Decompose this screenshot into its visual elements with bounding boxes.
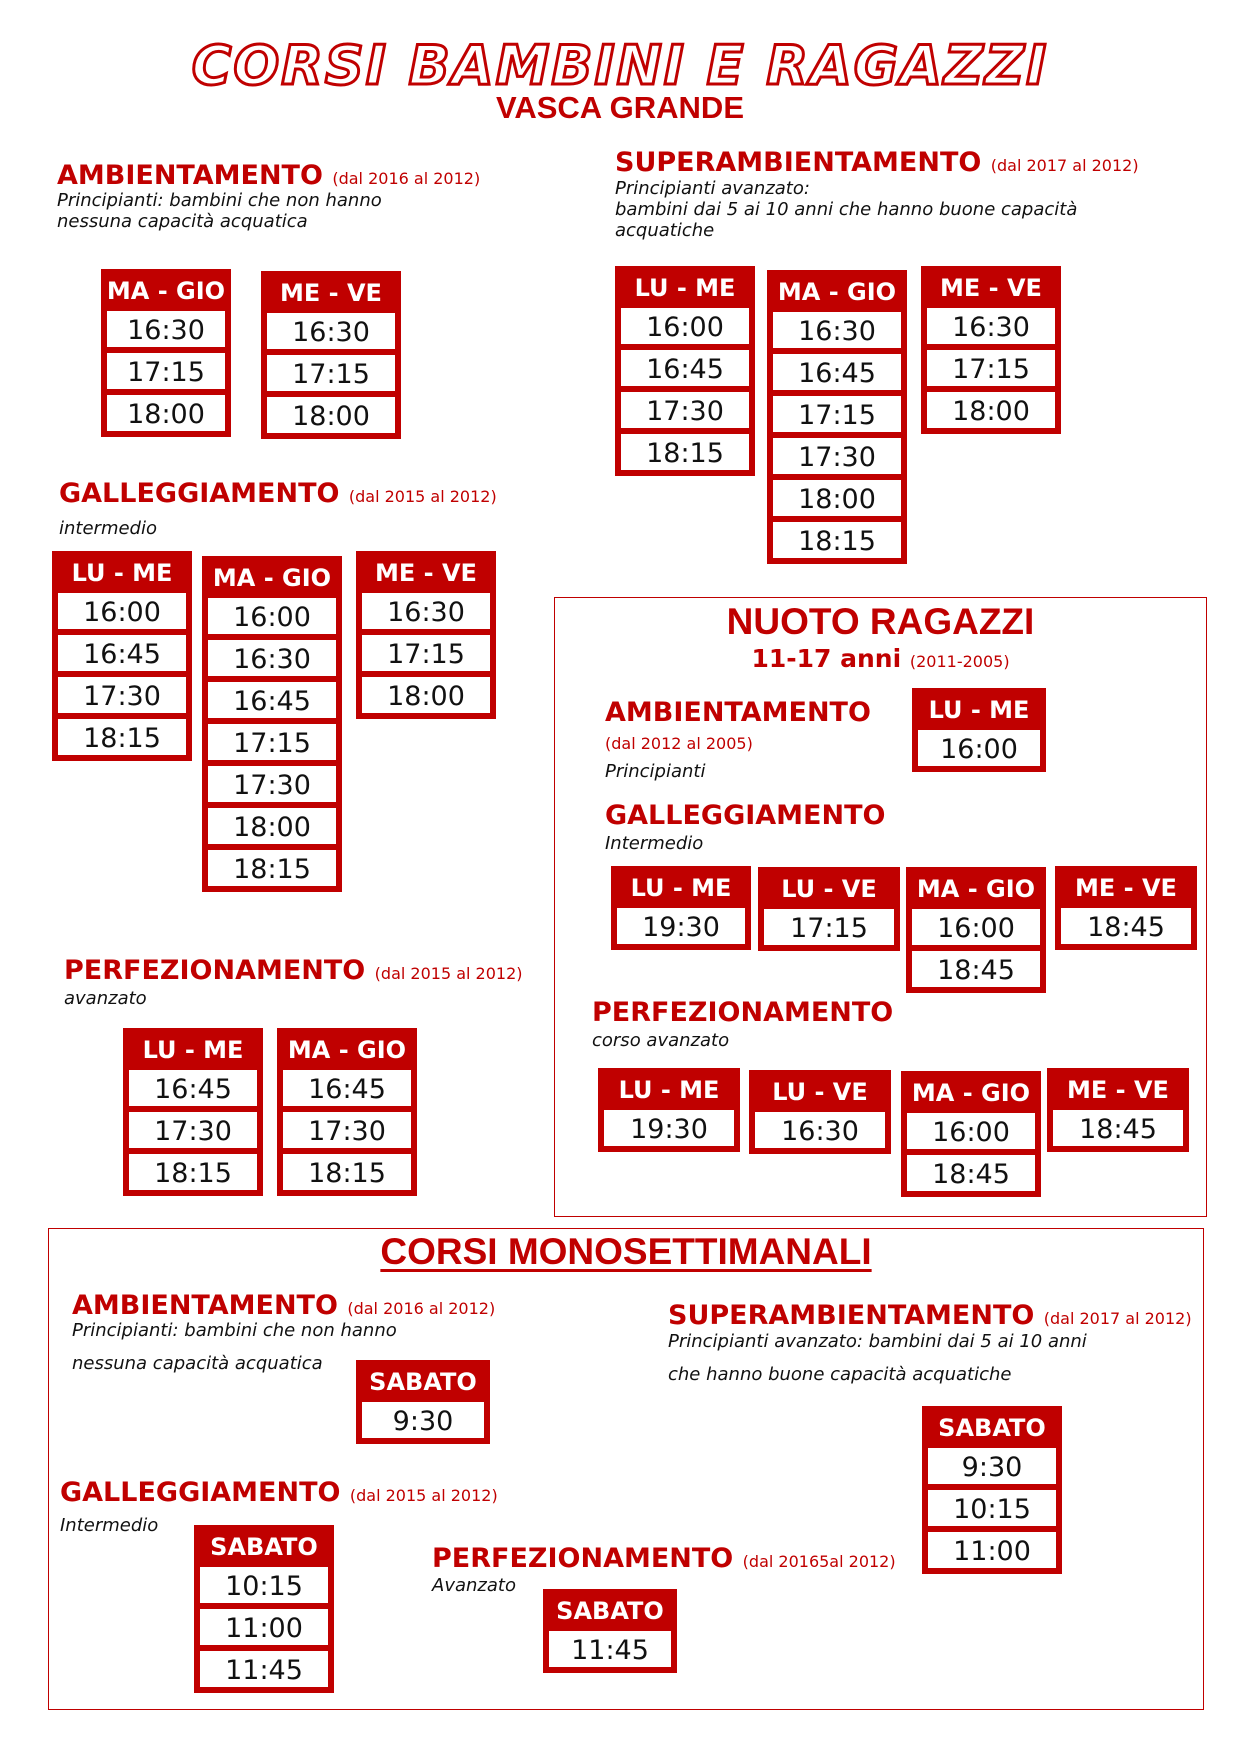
day-header: MA - GIO <box>908 869 1044 907</box>
mono-perfezionamento-years: (dal 20165al 2012) <box>742 1552 896 1571</box>
mono-superambientamento-desc-2: che hanno buone capacità acquatiche <box>668 1364 1012 1385</box>
time-slot: 16:00 <box>916 728 1042 768</box>
time-slot: 11:45 <box>547 1629 673 1669</box>
superambientamento-heading <box>615 147 1139 178</box>
mono-perfezionamento-title: PERFEZIONAMENTO <box>432 1543 734 1574</box>
day-header: ME - VE <box>1057 868 1195 906</box>
perfezionamento-heading <box>64 955 523 986</box>
mono-superambientamento-desc-1: Principianti avanzato: bambini dai 5 ai 10 anni <box>668 1331 1087 1352</box>
mono-galleggiamento-years: (dal 2015 al 2012) <box>349 1486 498 1505</box>
time-slot: 11:00 <box>198 1607 330 1647</box>
mono-perfezionamento-desc: Avanzato <box>432 1575 516 1596</box>
superambientamento-desc-2: bambini dai 5 ai 10 anni che hanno buone capacità <box>615 199 1078 220</box>
time-slot: 18:00 <box>265 395 397 435</box>
time-slot: 9:30 <box>926 1446 1058 1486</box>
perfezionamento-desc: avanzato <box>64 988 147 1009</box>
mono-galleggiamento-title: GALLEGGIAMENTO <box>60 1477 341 1508</box>
day-header: LU - VE <box>760 869 898 907</box>
time-slot: 17:15 <box>206 722 338 762</box>
schedule-table <box>922 1406 1062 1574</box>
mono-ambientamento-desc-2: nessuna capacità acquatica <box>72 1353 323 1374</box>
schedule-table <box>611 866 751 950</box>
time-slot: 17:30 <box>206 764 338 804</box>
time-slot: 16:30 <box>105 309 227 349</box>
time-slot: 18:15 <box>619 432 751 472</box>
galleggiamento-years: (dal 2015 al 2012) <box>348 487 497 506</box>
time-slot: 16:30 <box>265 311 397 351</box>
time-slot: 16:00 <box>619 306 751 346</box>
time-slot: 17:15 <box>265 353 397 393</box>
time-slot: 17:30 <box>281 1110 413 1150</box>
day-header: ME - VE <box>923 268 1059 306</box>
nr-ambientamento-title: AMBIENTAMENTO <box>605 697 871 728</box>
schedule-table <box>52 551 192 761</box>
schedule-table <box>202 556 342 892</box>
time-slot: 16:45 <box>56 633 188 673</box>
galleggiamento-title: GALLEGGIAMENTO <box>59 478 340 509</box>
schedule-table <box>261 271 401 439</box>
time-slot: 10:15 <box>198 1565 330 1605</box>
time-slot: 19:30 <box>615 906 747 946</box>
time-slot: 18:00 <box>925 390 1057 430</box>
schedule-table <box>194 1525 334 1693</box>
day-header: ME - VE <box>358 553 494 591</box>
time-slot: 17:15 <box>762 907 896 947</box>
schedule-table <box>123 1028 263 1196</box>
schedule-table <box>598 1068 740 1152</box>
time-slot: 16:00 <box>56 591 188 631</box>
mono-superambientamento-heading <box>668 1300 1192 1331</box>
time-slot: 18:15 <box>127 1152 259 1192</box>
ambientamento-years: (dal 2016 al 2012) <box>332 169 481 188</box>
day-header: LU - ME <box>54 553 190 591</box>
time-slot: 17:30 <box>127 1110 259 1150</box>
time-slot: 16:45 <box>127 1068 259 1108</box>
ambientamento-desc-1: Principianti: bambini che non hanno <box>57 190 382 211</box>
schedule-table <box>749 1070 891 1154</box>
superambientamento-title: SUPERAMBIENTAMENTO <box>615 147 982 178</box>
day-header: SABATO <box>924 1408 1060 1446</box>
mono-superambientamento-years: (dal 2017 al 2012) <box>1043 1309 1192 1328</box>
time-slot: 16:45 <box>206 680 338 720</box>
ambientamento-title: AMBIENTAMENTO <box>57 160 323 191</box>
time-slot: 17:15 <box>771 394 903 434</box>
nr-ambientamento-desc: Principianti <box>605 761 706 782</box>
time-slot: 17:15 <box>360 633 492 673</box>
time-slot: 19:30 <box>602 1108 736 1148</box>
time-slot: 16:30 <box>771 310 903 350</box>
time-slot: 17:15 <box>925 348 1057 388</box>
time-slot: 16:00 <box>910 907 1042 947</box>
schedule-table <box>906 867 1046 993</box>
nr-perfezionamento-desc: corso avanzato <box>592 1030 730 1051</box>
time-slot: 18:45 <box>910 949 1042 989</box>
ambientamento-desc-2: nessuna capacità acquatica <box>57 211 308 232</box>
schedule-table <box>758 867 900 951</box>
nr-perfezionamento-title: PERFEZIONAMENTO <box>592 997 894 1028</box>
ambientamento-heading <box>57 160 480 191</box>
schedule-table <box>901 1071 1041 1197</box>
perfezionamento-title: PERFEZIONAMENTO <box>64 955 366 986</box>
galleggiamento-desc: intermedio <box>59 518 157 539</box>
time-slot: 16:30 <box>206 638 338 678</box>
day-header: ME - VE <box>263 273 399 311</box>
time-slot: 18:00 <box>771 478 903 518</box>
time-slot: 18:15 <box>56 717 188 757</box>
monosettimanali-title: CORSI MONOSETTIMANALI <box>380 1231 872 1272</box>
day-header: LU - ME <box>617 268 753 306</box>
superambientamento-desc-3: acquatiche <box>615 220 715 241</box>
time-slot: 11:45 <box>198 1649 330 1689</box>
schedule-table <box>356 551 496 719</box>
mono-perfezionamento-heading <box>432 1543 896 1574</box>
time-slot: 16:00 <box>206 596 338 636</box>
galleggiamento-heading <box>59 478 497 509</box>
mono-ambientamento-heading <box>72 1290 495 1321</box>
schedule-table <box>277 1028 417 1196</box>
day-header: SABATO <box>358 1362 488 1400</box>
time-slot: 18:15 <box>206 848 338 888</box>
mono-ambientamento-title: AMBIENTAMENTO <box>72 1290 338 1321</box>
schedule-table <box>356 1360 490 1444</box>
time-slot: 18:00 <box>105 393 227 433</box>
mono-galleggiamento-heading <box>60 1477 498 1508</box>
perfezionamento-years: (dal 2015 al 2012) <box>374 964 523 983</box>
schedule-table <box>921 266 1061 434</box>
nr-galleggiamento-desc: Intermedio <box>605 833 704 854</box>
time-slot: 17:30 <box>56 675 188 715</box>
schedule-table <box>615 266 755 476</box>
time-slot: 18:45 <box>905 1153 1037 1193</box>
nuoto-ragazzi-title: NUOTO RAGAZZI <box>726 601 1035 642</box>
day-header: MA - GIO <box>279 1030 415 1068</box>
time-slot: 18:00 <box>206 806 338 846</box>
day-header: MA - GIO <box>103 271 229 309</box>
time-slot: 18:45 <box>1051 1108 1185 1148</box>
schedule-table <box>543 1589 677 1673</box>
time-slot: 16:45 <box>771 352 903 392</box>
day-header: SABATO <box>196 1527 332 1565</box>
time-slot: 18:15 <box>281 1152 413 1192</box>
day-header: MA - GIO <box>903 1073 1039 1111</box>
time-slot: 16:00 <box>905 1111 1037 1151</box>
mono-galleggiamento-desc: Intermedio <box>60 1515 159 1536</box>
time-slot: 18:15 <box>771 520 903 560</box>
time-slot: 10:15 <box>926 1488 1058 1528</box>
time-slot: 16:45 <box>619 348 751 388</box>
day-header: SABATO <box>545 1591 675 1629</box>
time-slot: 16:30 <box>925 306 1057 346</box>
nr-galleggiamento-title: GALLEGGIAMENTO <box>605 800 886 831</box>
time-slot: 18:00 <box>360 675 492 715</box>
day-header: LU - ME <box>914 690 1044 728</box>
day-header: LU - ME <box>613 868 749 906</box>
day-header: LU - ME <box>600 1070 738 1108</box>
schedule-table <box>1055 866 1197 950</box>
day-header: ME - VE <box>1049 1070 1187 1108</box>
time-slot: 17:30 <box>771 436 903 476</box>
time-slot: 17:30 <box>619 390 751 430</box>
schedule-table <box>767 270 907 564</box>
mono-ambientamento-desc-1: Principianti: bambini che non hanno <box>72 1320 397 1341</box>
time-slot: 16:30 <box>360 591 492 631</box>
time-slot: 17:15 <box>105 351 227 391</box>
time-slot: 16:30 <box>753 1110 887 1150</box>
day-header: LU - ME <box>125 1030 261 1068</box>
mono-superambientamento-title: SUPERAMBIENTAMENTO <box>668 1300 1035 1331</box>
nuoto-ragazzi-age <box>554 644 1207 673</box>
age-years: (2011-2005) <box>909 652 1010 671</box>
time-slot: 16:45 <box>281 1068 413 1108</box>
page-title: CORSI BAMBINI E RAGAZZI <box>191 34 1049 97</box>
nr-ambientamento-years: (dal 2012 al 2005) <box>605 734 753 753</box>
schedule-table <box>101 269 231 437</box>
age-range: 11-17 anni <box>751 644 902 673</box>
schedule-table <box>912 688 1046 772</box>
time-slot: 9:30 <box>360 1400 486 1440</box>
superambientamento-years: (dal 2017 al 2012) <box>990 156 1139 175</box>
day-header: MA - GIO <box>769 272 905 310</box>
time-slot: 11:00 <box>926 1530 1058 1570</box>
schedule-table <box>1047 1068 1189 1152</box>
mono-ambientamento-years: (dal 2016 al 2012) <box>347 1299 496 1318</box>
superambientamento-desc-1: Principianti avanzato: <box>615 178 810 199</box>
day-header: LU - VE <box>751 1072 889 1110</box>
page-subtitle: VASCA GRANDE <box>495 90 744 125</box>
day-header: MA - GIO <box>204 558 340 596</box>
time-slot: 18:45 <box>1059 906 1193 946</box>
